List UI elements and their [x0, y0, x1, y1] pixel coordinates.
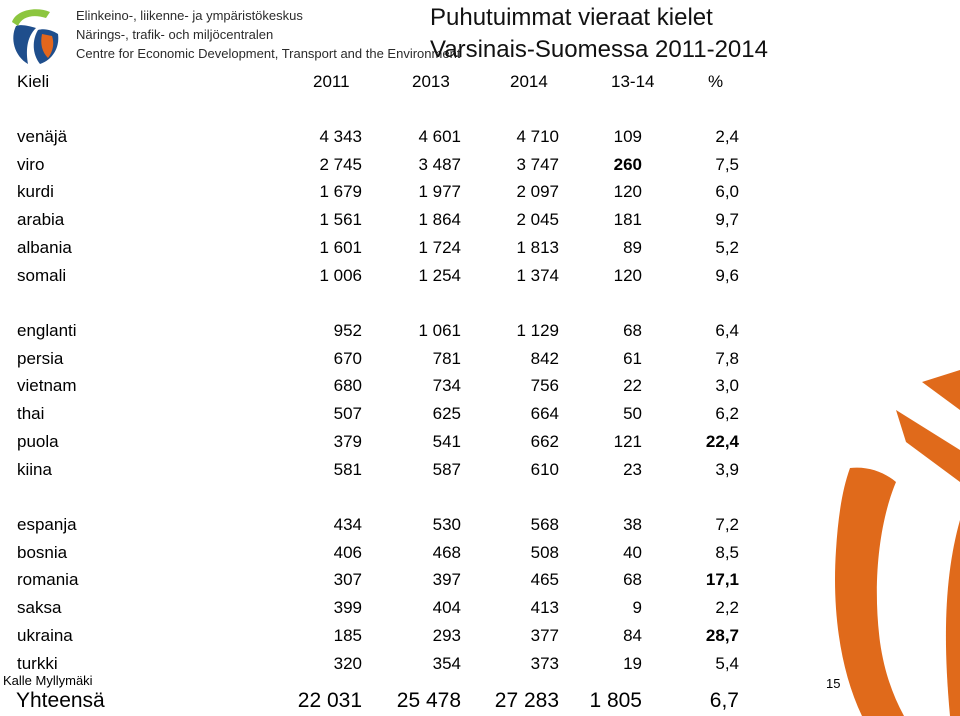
- table-row: [0, 513, 960, 537]
- cell-2013: 1 864: [418, 210, 461, 230]
- cell-change: 23: [623, 459, 642, 479]
- cell-2011: 1 006: [319, 265, 362, 285]
- cell-2013: 404: [432, 598, 461, 618]
- cell-2011: 507: [333, 404, 362, 424]
- table-row: [0, 652, 960, 676]
- cell-language: persia: [17, 348, 64, 368]
- column-header-2014: 2014: [510, 72, 548, 91]
- total-percent: 6,7: [709, 689, 739, 712]
- cell-percent: 7,2: [715, 515, 739, 534]
- cell-2013: 734: [432, 376, 461, 396]
- title-line-2: Varsinais-Suomessa 2011-2014: [430, 36, 768, 63]
- cell-change: 260: [613, 154, 642, 174]
- cell-percent: 6,4: [715, 321, 739, 340]
- cell-language: arabia: [17, 210, 65, 230]
- cell-2011: 680: [333, 376, 362, 396]
- cell-change: 68: [623, 321, 642, 340]
- table-row: [0, 541, 960, 565]
- org-name-finnish: Elinkeino-, liikenne- ja ympäristökeskus: [76, 8, 303, 23]
- cell-percent: 3,0: [715, 376, 739, 396]
- cell-change: 9: [632, 598, 642, 618]
- total-2011: 22 031: [297, 689, 362, 712]
- cell-change: 40: [623, 542, 642, 562]
- cell-change: 120: [613, 265, 642, 285]
- cell-2013: 293: [432, 625, 461, 645]
- cell-2011: 379: [333, 431, 362, 451]
- cell-percent: 9,6: [715, 265, 739, 285]
- cell-language: venäjä: [17, 127, 68, 146]
- column-header-2011: 2011: [313, 72, 350, 91]
- cell-percent: 2,4: [715, 127, 739, 146]
- cell-change: 38: [623, 515, 642, 534]
- cell-change: 109: [613, 127, 642, 146]
- cell-2011: 952: [333, 321, 362, 340]
- cell-2014: 1 813: [516, 237, 559, 257]
- cell-language: turkki: [17, 653, 58, 673]
- org-name-english: Centre for Economic Development, Transport and the Environment: [76, 46, 461, 61]
- cell-2011: 320: [333, 653, 362, 673]
- cell-percent: 5,4: [715, 653, 739, 673]
- title-line-1: Puhutuimmat vieraat kielet: [430, 4, 713, 31]
- total-2014: 27 283: [494, 689, 559, 712]
- cell-2011: 1 561: [319, 210, 362, 230]
- total-label: Yhteensä: [16, 689, 105, 712]
- cell-percent: 5,2: [715, 237, 739, 257]
- cell-2014: 568: [530, 515, 559, 534]
- cell-2014: 373: [530, 653, 559, 673]
- cell-2014: 662: [530, 431, 559, 451]
- table-row: [0, 347, 960, 371]
- table-row: [0, 458, 960, 482]
- cell-2011: 434: [333, 515, 362, 534]
- table-row: [0, 236, 960, 260]
- cell-2014: 610: [530, 459, 559, 479]
- column-header-change: 13-14: [611, 72, 655, 91]
- cell-2014: 664: [530, 404, 559, 424]
- cell-2013: 541: [432, 431, 461, 451]
- cell-change: 120: [613, 182, 642, 202]
- cell-language: saksa: [17, 598, 62, 618]
- cell-change: 50: [623, 404, 642, 424]
- cell-2011: 2 745: [319, 154, 362, 174]
- cell-change: 22: [623, 376, 642, 396]
- table-row: [0, 264, 960, 288]
- total-change: 1 805: [589, 689, 642, 712]
- table-row: [0, 153, 960, 177]
- cell-percent: 28,7: [705, 625, 739, 645]
- table-row: [0, 180, 960, 204]
- cell-language: viro: [17, 154, 45, 174]
- cell-2013: 468: [432, 542, 461, 562]
- table-row: [0, 208, 960, 232]
- cell-2013: 354: [432, 653, 461, 673]
- cell-2011: 185: [333, 625, 362, 645]
- org-name-swedish: Närings-, trafik- och miljöcentralen: [76, 27, 274, 42]
- cell-language: albania: [17, 237, 72, 257]
- cell-change: 121: [613, 431, 642, 451]
- cell-2014: 756: [530, 376, 559, 396]
- cell-2011: 670: [333, 348, 362, 368]
- cell-2011: 399: [333, 598, 362, 618]
- cell-percent: 3,9: [715, 459, 739, 479]
- total-2013: 25 478: [396, 689, 461, 712]
- cell-percent: 2,2: [715, 598, 739, 618]
- cell-2014: 1 129: [516, 321, 559, 340]
- table-row: [0, 374, 960, 398]
- cell-2013: 530: [432, 515, 461, 534]
- table-row: [0, 596, 960, 620]
- table-row: [0, 624, 960, 648]
- cell-2014: 4 710: [516, 127, 559, 146]
- cell-2013: 4 601: [418, 127, 461, 146]
- cell-percent: 7,8: [715, 348, 739, 368]
- cell-2014: 842: [530, 348, 559, 368]
- table-row: [0, 319, 960, 343]
- slide-title: [430, 2, 768, 66]
- table-row: [0, 430, 960, 454]
- cell-change: 181: [613, 210, 642, 230]
- cell-change: 19: [623, 653, 642, 673]
- cell-2014: 3 747: [516, 154, 559, 174]
- table-row: [0, 402, 960, 426]
- organization-names: [76, 6, 460, 63]
- cell-2013: 3 487: [418, 154, 461, 174]
- cell-2013: 781: [432, 348, 461, 368]
- cell-language: espanja: [17, 515, 77, 534]
- cell-language: kiina: [17, 459, 52, 479]
- cell-2011: 406: [333, 542, 362, 562]
- cell-language: englanti: [17, 321, 77, 340]
- table-row: [0, 568, 960, 592]
- cell-2013: 397: [432, 570, 461, 590]
- cell-percent: 9,7: [715, 210, 739, 230]
- cell-2014: 1 374: [516, 265, 559, 285]
- ely-centre-logo: [6, 4, 68, 68]
- cell-change: 61: [623, 348, 642, 368]
- cell-language: somali: [17, 265, 67, 285]
- cell-2013: 625: [432, 404, 461, 424]
- cell-2013: 1 061: [418, 321, 461, 340]
- cell-2011: 307: [333, 570, 362, 590]
- cell-percent: 8,5: [715, 542, 739, 562]
- cell-change: 89: [623, 237, 642, 257]
- cell-2014: 2 097: [516, 182, 559, 202]
- table-header-row: [0, 70, 960, 94]
- cell-language: bosnia: [17, 542, 68, 562]
- cell-change: 84: [623, 625, 642, 645]
- cell-2011: 581: [333, 459, 362, 479]
- cell-2013: 587: [432, 459, 461, 479]
- cell-language: kurdi: [17, 182, 54, 202]
- column-header-percent: %: [708, 72, 724, 91]
- total-row: [0, 686, 960, 716]
- page-number: 15: [826, 676, 841, 691]
- cell-percent: 6,0: [715, 182, 739, 202]
- column-header-2013: 2013: [412, 72, 450, 91]
- cell-2011: 4 343: [319, 127, 362, 146]
- column-header-language: Kieli: [17, 72, 50, 91]
- cell-language: romania: [17, 570, 79, 590]
- cell-2014: 2 045: [516, 210, 559, 230]
- table-row: [0, 125, 960, 149]
- cell-language: thai: [17, 404, 45, 424]
- cell-percent: 6,2: [715, 404, 739, 424]
- cell-language: ukraina: [17, 625, 73, 645]
- cell-percent: 7,5: [715, 154, 739, 174]
- cell-language: puola: [17, 431, 59, 451]
- cell-language: vietnam: [17, 376, 77, 396]
- cell-2014: 465: [530, 570, 559, 590]
- cell-2014: 377: [530, 625, 559, 645]
- cell-2011: 1 679: [319, 182, 362, 202]
- cell-2013: 1 977: [418, 182, 461, 202]
- cell-change: 68: [623, 570, 642, 590]
- cell-2014: 508: [530, 542, 559, 562]
- cell-2014: 413: [530, 598, 559, 618]
- author-footer: Kalle Myllymäki: [3, 673, 93, 688]
- cell-2011: 1 601: [319, 237, 362, 257]
- cell-percent: 17,1: [705, 570, 739, 590]
- cell-2013: 1 724: [418, 237, 461, 257]
- cell-percent: 22,4: [705, 431, 739, 451]
- cell-2013: 1 254: [418, 265, 461, 285]
